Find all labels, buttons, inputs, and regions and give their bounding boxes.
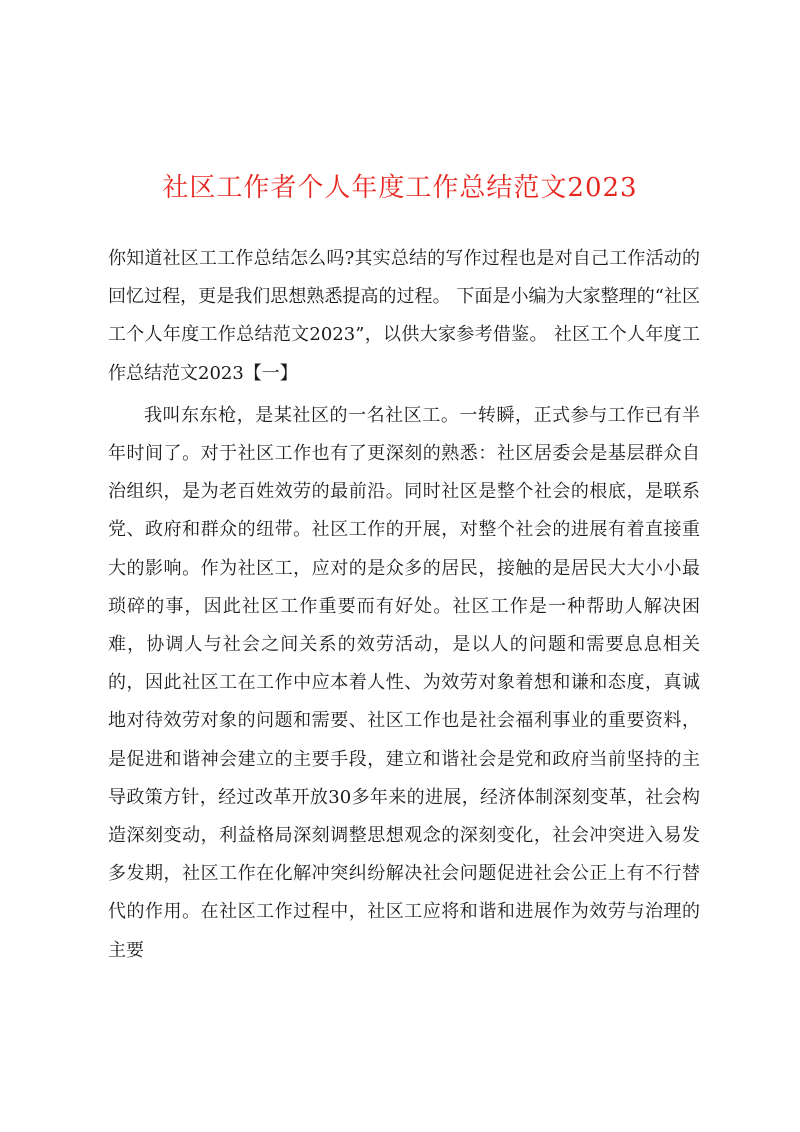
intro-paragraph: 你知道社区工工作总结怎么吗?其实总结的写作过程也是对自己工作活动的回忆过程，更是我们思想熟悉提高的过程。 下面是小编为大家整理的“社区工个人年度工作总结范文2023”，以供大家参考借鉴。 社区工个人年度工作总结范文2023【一】: [108, 248, 700, 384]
body-paragraph: 我叫东东枪，是某社区的一名社区工。一转瞬，正式参与工作已有半年时间了。对于社区工作也有了更深刻的熟悉：社区居委会是基层群众自治组织，是为老百姓效劳的最前沿。同时社区是整个社会的根底，是联系党、政府和群众的纽带。社区工作的开展，对整个社会的进展有着直接重大的影响。作为社区工，应对的是众多的居民，接触的是居民大大小小最琐碎的事，因此社区工作重要而有好处。社区工作是一种帮助人解决困难，协调人与社会之间关系的效劳活动，是以人的问题和需要息息相关的，因此社区工在工作中应本着人性、为效劳对象着想和谦和态度，真诚地对待效劳对象的问题和需要、社区工作也是社会福利事业的重要资料，是促进和谐神会建立的主要手段，建立和谐社会是党和政府当前坚持的主导政策方针，经过改革开放30多年来的进展，经济体制深刻变革，社会构造深刻变动，利益格局深刻调整思想观念的深刻变化，社会冲突进入易发多发期，社区工作在化解冲突纠纷解决社会问题促进社会公正上有不行替代的作用。在社区工作过程中，社区工应将和谐和进展作为效劳与治理的主要: [108, 404, 700, 961]
document-body: [108, 240, 700, 970]
document-title: 社区工作者个人年度工作总结范文2023: [162, 173, 638, 203]
